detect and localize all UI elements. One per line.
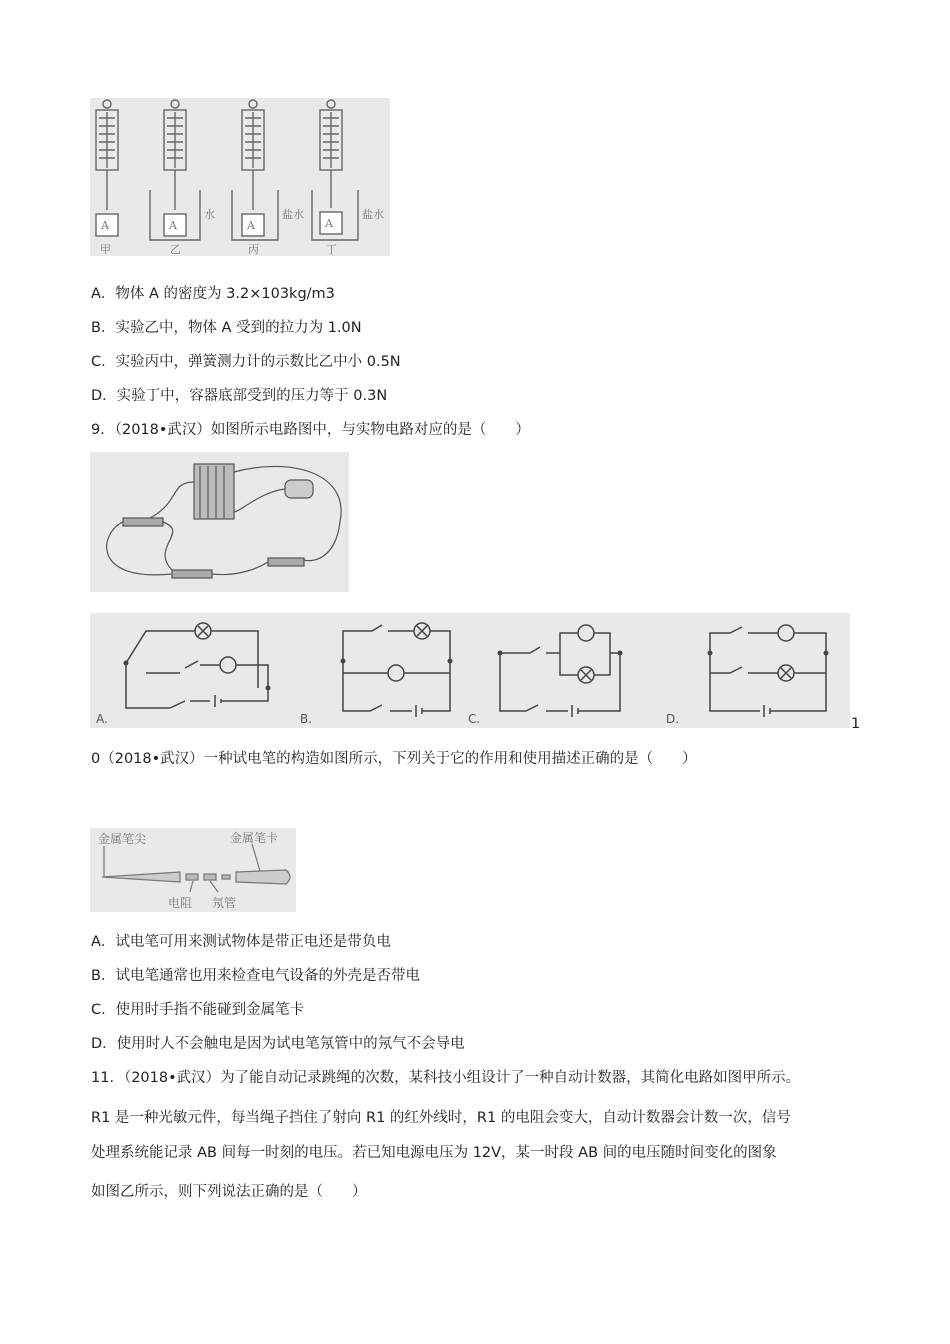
physical-circuit-figure	[90, 452, 349, 592]
q8-option-d: D．实验丁中，容器底部受到的压力等于 0.3N	[91, 388, 388, 404]
circuit-label-d: D.	[666, 712, 680, 726]
q8-option-a: A．物体 A 的密度为 3.2×103kg/m3	[91, 286, 335, 302]
figure-label-2: 乙	[170, 243, 181, 256]
q11-line-3: 处理系统能记录 AB 间每一时刻的电压。若已知电源电压为 12V，某一时段 AB 间的电压随时间变化的图象	[91, 1145, 777, 1161]
q10-stem: 0（2018•武汉）一种试电笔的构造如图所示，下列关于它的作用和使用描述正确的是（ ）	[91, 751, 697, 767]
circuit-options-figure	[90, 613, 850, 728]
spring-scale-figure	[90, 98, 390, 256]
trailing-number: 1	[851, 716, 861, 732]
q10-option-b: B．试电笔通常也用来检查电气设备的外壳是否带电	[91, 968, 420, 984]
liquid-label-2: 水	[204, 208, 215, 221]
block-label-3: A	[247, 219, 255, 232]
pen-tip-label: 金属笔尖	[98, 832, 147, 846]
neon-tube-label: 氖管	[212, 896, 237, 910]
figure-label-1: 甲	[100, 243, 111, 256]
block-label-1: A	[101, 219, 109, 232]
circuit-label-a: A.	[96, 712, 108, 726]
q11-line-4: 如图乙所示，则下列说法正确的是（ ）	[91, 1184, 367, 1200]
pen-clip-label: 金属笔卡	[230, 831, 279, 845]
resistor-label: 电阻	[168, 896, 193, 910]
q9-stem: 9．（2018•武汉）如图所示电路图中，与实物电路对应的是（ ）	[91, 422, 530, 438]
q8-option-b: B．实验乙中，物体 A 受到的拉力为 1.0N	[91, 320, 362, 336]
liquid-label-3: 盐水	[282, 208, 304, 221]
q11-line-2: R1 是一种光敏元件，每当绳子挡住了射向 R1 的红外线时，R1 的电阻会变大，自动计数器会计数一次，信号	[91, 1110, 791, 1126]
block-label-2: A	[169, 219, 177, 232]
circuit-label-b: B.	[300, 712, 313, 726]
q11-line-1: 11．（2018•武汉）为了能自动记录跳绳的次数，某科技小组设计了一种自动计数器，其简化电路如图甲所示。	[91, 1070, 801, 1086]
test-pen-figure	[90, 828, 296, 912]
liquid-label-4: 盐水	[362, 208, 384, 221]
q10-option-d: D．使用时人不会触电是因为试电笔氖管中的氖气不会导电	[91, 1036, 465, 1052]
figure-label-3: 丙	[248, 243, 259, 256]
circuit-label-c: C.	[468, 712, 481, 726]
figure-label-4: 丁	[326, 243, 337, 256]
q10-option-c: C．使用时手指不能碰到金属笔卡	[91, 1002, 305, 1018]
block-label-4: A	[325, 217, 333, 230]
q10-option-a: A．试电笔可用来测试物体是带正电还是带负电	[91, 934, 391, 950]
q8-option-c: C．实验丙中，弹簧测力计的示数比乙中小 0.5N	[91, 354, 401, 370]
